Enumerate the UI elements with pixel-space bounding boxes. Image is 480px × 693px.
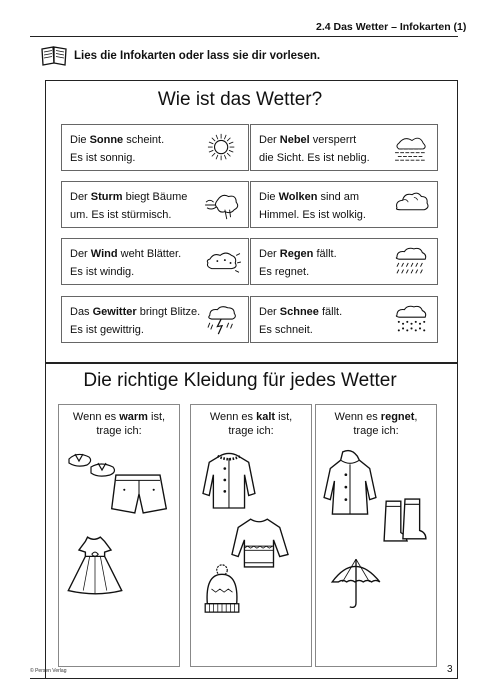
rain-icon	[393, 246, 431, 278]
thunderstorm-icon	[204, 304, 242, 336]
book-icon	[40, 45, 68, 67]
wool-hat-icon	[201, 563, 243, 615]
card-line-1-bold: Regen	[279, 248, 314, 260]
clothing-line-1-post: ,	[414, 411, 418, 423]
storm-icon	[204, 189, 242, 221]
card-line-1-bold: Sturm	[90, 191, 123, 203]
weather-card	[250, 181, 438, 228]
card-line-1-bold: Wind	[90, 248, 118, 260]
clothing-line-2: trage ich:	[353, 425, 399, 437]
card-line-1-post: bringt Blitze.	[136, 306, 201, 318]
card-line-1-post: weht Blätter.	[117, 248, 182, 260]
sandals-icon	[65, 449, 117, 479]
card-line-1	[259, 248, 337, 260]
card-line-1	[70, 306, 200, 318]
card-line-1	[70, 191, 187, 203]
instruction-text: Lies die Infokarten oder lass sie dir vorlesen.	[74, 50, 321, 62]
card-line-1	[70, 134, 164, 146]
clothing-line-1-pre: Wenn es	[334, 411, 381, 423]
clothing-line-2: trage ich:	[96, 425, 142, 437]
clothing-line-1-post: ist,	[275, 411, 293, 423]
card-line-2: um. Es ist stürmisch.	[70, 209, 172, 221]
clothing-title: Die richtige Kleidung für jedes Wetter	[83, 370, 397, 391]
card-line-1-bold: Schnee	[279, 306, 319, 318]
rain-boots-icon	[382, 497, 428, 543]
clothing-line-1-bold: regnet	[380, 411, 415, 423]
shorts-icon	[111, 473, 167, 515]
card-line-1	[259, 306, 342, 318]
clothing-line-1	[59, 411, 179, 423]
card-line-2: Himmel. Es ist wolkig.	[259, 209, 366, 221]
card-line-1	[70, 248, 181, 260]
card-line-2: Es ist sonnig.	[70, 152, 136, 164]
clothing-line-2: trage ich:	[228, 425, 274, 437]
sweater-icon	[231, 515, 289, 569]
card-line-2: Es ist gewittrig.	[70, 324, 144, 336]
card-line-2: Es ist windig.	[70, 266, 135, 278]
clothing-line-1-pre: Wenn es	[72, 411, 120, 423]
snow-icon	[393, 304, 431, 336]
card-line-1-bold: Sonne	[89, 134, 124, 146]
card-line-1-post: versperrt	[309, 134, 357, 146]
weather-card	[250, 238, 438, 285]
sun-icon	[204, 132, 242, 164]
dress-icon	[67, 535, 123, 597]
fog-icon	[393, 132, 431, 164]
card-line-1-pre: Der	[259, 248, 280, 260]
weather-card	[61, 296, 249, 343]
umbrella-icon	[330, 555, 382, 611]
weather-card	[61, 181, 249, 228]
card-line-1-bold: Wolken	[278, 191, 318, 203]
clothing-column	[58, 404, 180, 667]
card-line-1-post: biegt Bäume	[122, 191, 188, 203]
clothing-line-1-post: ist,	[147, 411, 166, 423]
clothing-line-1	[191, 411, 311, 423]
clothing-column	[190, 404, 312, 667]
card-line-1-bold: Nebel	[279, 134, 310, 146]
card-line-1-post: fällt.	[318, 306, 343, 318]
card-line-1-pre: Die	[70, 134, 90, 146]
card-line-1-pre: Die	[259, 191, 279, 203]
cloud-icon	[393, 189, 431, 221]
card-line-1-pre: Der	[259, 306, 280, 318]
footer-rule	[30, 678, 458, 679]
page-number: 3	[447, 664, 453, 675]
header-rule	[30, 36, 458, 37]
clothing-line-1-pre: Wenn es	[209, 411, 257, 423]
clothing-column	[315, 404, 437, 667]
weather-card	[61, 238, 249, 285]
card-line-1-pre: Der	[70, 248, 91, 260]
wind-icon	[204, 246, 242, 278]
card-line-1-pre: Der	[259, 134, 280, 146]
weather-card	[250, 124, 438, 171]
card-line-1-post: sind am	[317, 191, 360, 203]
weather-card	[61, 124, 249, 171]
card-line-1	[259, 134, 356, 146]
raincoat-icon	[322, 449, 378, 517]
card-line-1-pre: Der	[70, 191, 91, 203]
publisher-credit: © Persen Verlag	[30, 668, 67, 674]
winter-jacket-icon	[203, 451, 257, 511]
clothing-line-1	[316, 411, 436, 423]
card-line-1-post: scheint.	[123, 134, 165, 146]
weather-card	[250, 296, 438, 343]
card-line-1-post: fällt.	[313, 248, 337, 260]
clothing-line-1-bold: kalt	[256, 411, 276, 423]
page-header: 2.4 Das Wetter – Infokarten (1)	[316, 21, 467, 33]
weather-title: Wie ist das Wetter?	[157, 89, 323, 110]
clothing-line-1-bold: warm	[119, 411, 148, 423]
card-line-2: Es regnet.	[259, 266, 310, 278]
card-line-2: die Sicht. Es ist neblig.	[259, 152, 370, 164]
card-line-1	[259, 191, 359, 203]
card-line-2: Es schneit.	[259, 324, 313, 336]
card-line-1-bold: Gewitter	[92, 306, 137, 318]
card-line-1-pre: Das	[70, 306, 93, 318]
